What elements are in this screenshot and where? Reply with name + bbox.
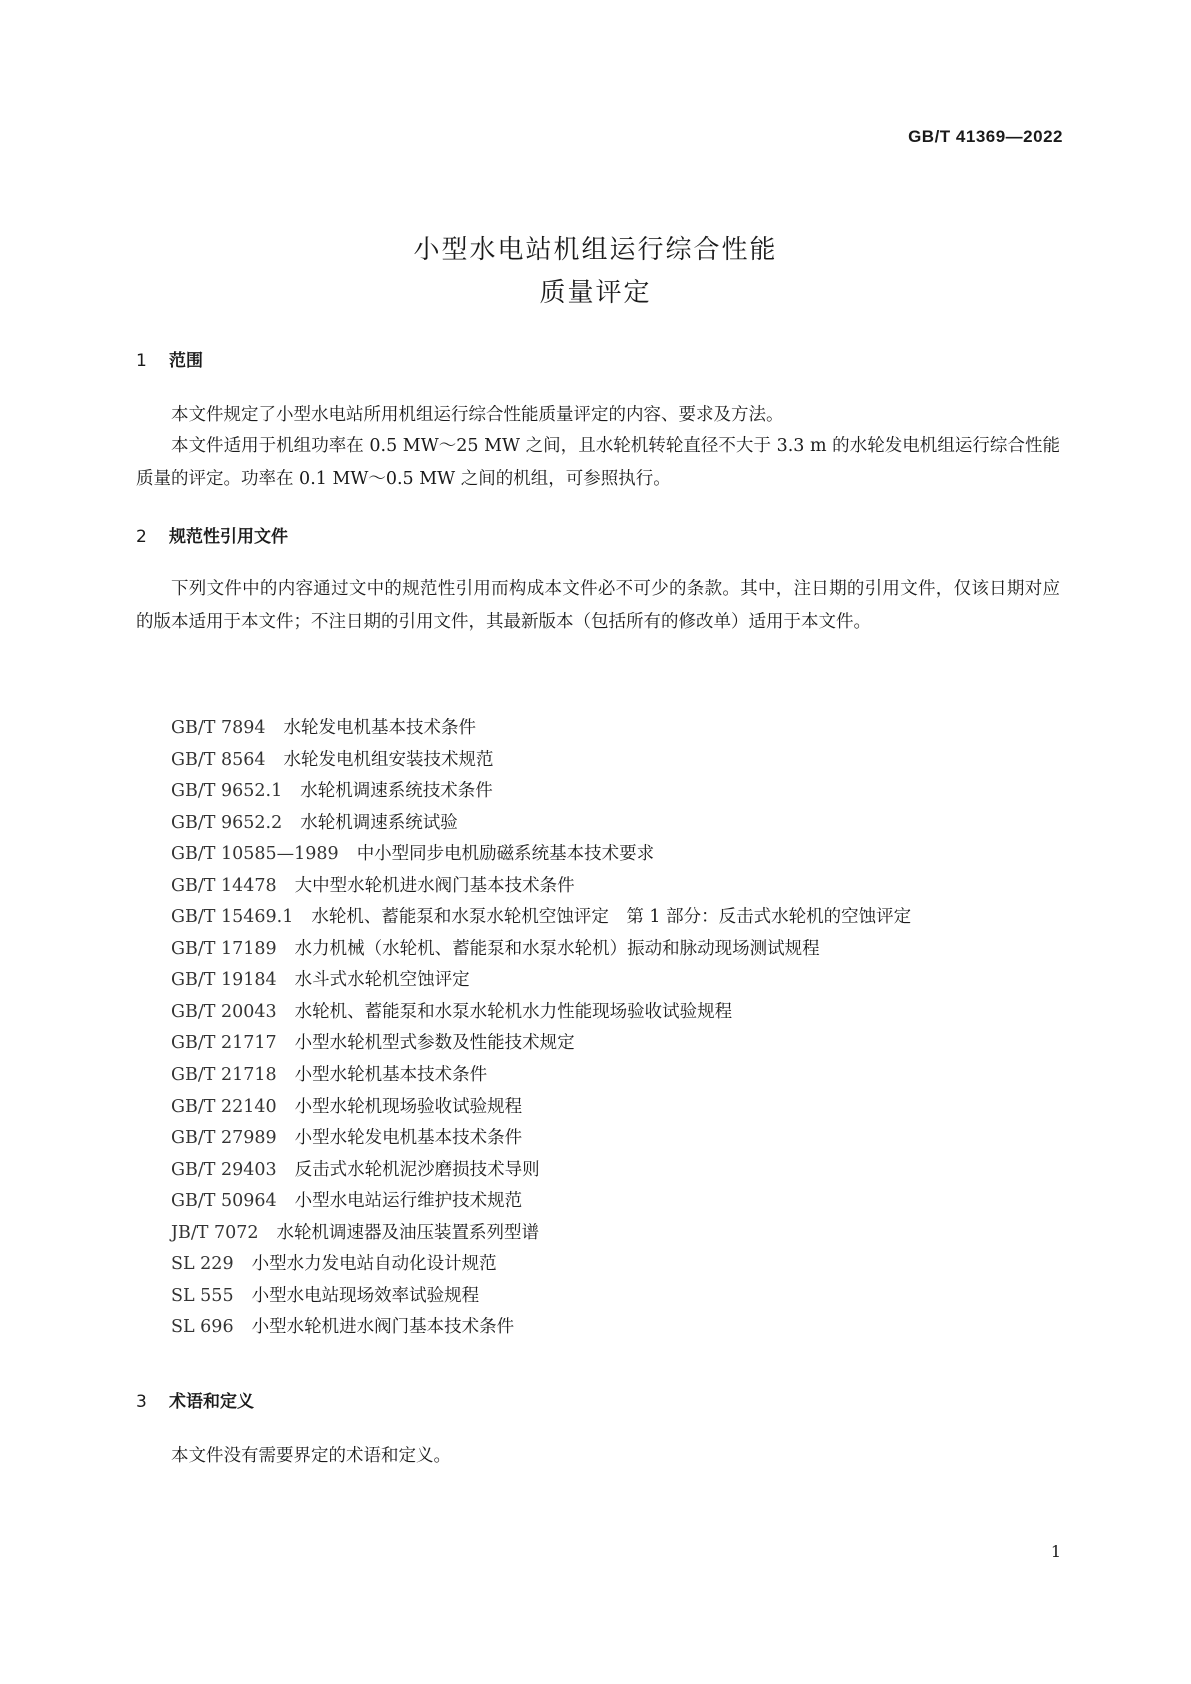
normative-intro: 下列文件中的内容通过文中的规范性引用而构成本文件必不可少的条款。其中，注日期的引用文件，仅该日期对应的版本适用于本文件；不注日期的引用文件，其最新版本（包括所有的修改单）适用于本文件。 [136, 579, 1060, 632]
reference-title: 水轮机调速系统技术条件 [300, 781, 493, 802]
reference-item [171, 1218, 911, 1250]
reference-item [171, 871, 911, 903]
reference-title: 小型水电站现场效率试验规程 [251, 1285, 480, 1306]
reference-title: 水轮机调速系统试验 [300, 812, 458, 833]
reference-code: GB/T 9652.1 [171, 781, 283, 802]
reference-code: GB/T 17189 [171, 938, 277, 959]
reference-title: 小型水电站运行维护技术规范 [294, 1191, 523, 1212]
section-title: 规范性引用文件 [169, 527, 288, 547]
page-number: 1 [1050, 1542, 1061, 1561]
reference-title: 水轮发电机基本技术条件 [283, 718, 477, 738]
reference-code: GB/T 21718 [171, 1065, 277, 1086]
section-title: 范围 [169, 351, 203, 371]
reference-code: GB/T 8564 [171, 749, 266, 770]
reference-code: GB/T 14478 [171, 875, 277, 896]
reference-title: 水轮机、蓄能泵和水泵水轮机空蚀评定 第 1 部分：反击式水轮机的空蚀评定 [311, 907, 912, 928]
document-title-line2: 质量评定 [539, 278, 652, 308]
reference-item [171, 1028, 911, 1060]
section-2-heading [136, 522, 288, 547]
scope-paragraph-1: 本文件规定了小型水电站所用机组运行综合性能质量评定的内容、要求及方法。 [171, 405, 784, 425]
reference-item [171, 1123, 911, 1155]
reference-title: 水轮机调速器及油压装置系列型谱 [276, 1222, 540, 1243]
reference-code: GB/T 9652.2 [171, 812, 283, 833]
reference-title: 反击式水轮机泥沙磨损技术导则 [294, 1159, 540, 1180]
reference-title: 大中型水轮机进水阀门基本技术条件 [294, 875, 575, 896]
reference-item [171, 965, 911, 997]
reference-code: GB/T 20043 [171, 1001, 277, 1022]
normative-reference-list [171, 713, 911, 1344]
reference-code: GB/T 27989 [171, 1128, 277, 1149]
reference-title: 水力机械（水轮机、蓄能泵和水泵水轮机）振动和脉动现场测试规程 [294, 938, 820, 959]
reference-code: GB/T 29403 [171, 1159, 277, 1180]
reference-title: 小型水力发电站自动化设计规范 [251, 1254, 497, 1275]
reference-item [171, 1186, 911, 1218]
reference-code: GB/T 19184 [171, 970, 277, 991]
reference-item [171, 934, 911, 966]
reference-item [171, 1092, 911, 1124]
reference-item [171, 902, 911, 934]
reference-item [171, 839, 911, 871]
section-number: 2 [136, 527, 147, 547]
reference-item [171, 776, 911, 808]
reference-item [171, 997, 911, 1029]
section-title: 术语和定义 [169, 1392, 254, 1412]
reference-title: 水轮机、蓄能泵和水泵水轮机水力性能现场验收试验规程 [294, 1001, 733, 1022]
reference-code: GB/T 15469.1 [171, 907, 294, 928]
reference-item [171, 745, 911, 777]
reference-item [171, 713, 911, 745]
section-number: 1 [136, 351, 147, 371]
reference-title: 水斗式水轮机空蚀评定 [294, 970, 470, 991]
reference-code: JB/T 7072 [171, 1222, 259, 1243]
reference-code: GB/T 10585—1989 [171, 844, 339, 865]
reference-item [171, 1281, 911, 1313]
reference-item [171, 1249, 911, 1281]
reference-item [171, 1060, 911, 1092]
reference-code: GB/T 50964 [171, 1191, 277, 1212]
terms-paragraph: 本文件没有需要界定的术语和定义。 [171, 1446, 451, 1466]
reference-title: 水轮发电机组安装技术规范 [283, 749, 494, 770]
reference-code: SL 555 [171, 1285, 234, 1306]
standard-number: GB/T 41369—2022 [908, 127, 1063, 146]
reference-item [171, 1312, 911, 1344]
reference-code: GB/T 7894 [171, 718, 266, 738]
reference-title: 小型水轮发电机基本技术条件 [294, 1128, 523, 1149]
reference-title: 小型水轮机型式参数及性能技术规定 [294, 1033, 575, 1054]
section-1-heading [136, 346, 203, 371]
reference-item [171, 1155, 911, 1187]
reference-code: SL 696 [171, 1317, 234, 1338]
reference-title: 小型水轮机现场验收试验规程 [294, 1096, 523, 1117]
reference-item [171, 808, 911, 840]
scope-paragraph-2: 本文件适用于机组功率在 0.5 MW～25 MW 之间，且水轮机转轮直径不大于 3.3 m 的水轮发电机组运行综合性能质量的评定。功率在 0.1 MW～0.5 MW 之间的机组，可参照执行。 [136, 436, 1060, 489]
reference-title: 中小型同步电机励磁系统基本技术要求 [356, 844, 655, 865]
reference-code: SL 229 [171, 1254, 234, 1275]
section-number: 3 [136, 1392, 147, 1412]
document-title-line1: 小型水电站机组运行综合性能 [413, 235, 778, 265]
reference-title: 小型水轮机基本技术条件 [294, 1065, 488, 1086]
section-3-heading [136, 1387, 254, 1412]
reference-code: GB/T 22140 [171, 1096, 277, 1117]
reference-title: 小型水轮机进水阀门基本技术条件 [251, 1317, 515, 1338]
reference-code: GB/T 21717 [171, 1033, 277, 1054]
